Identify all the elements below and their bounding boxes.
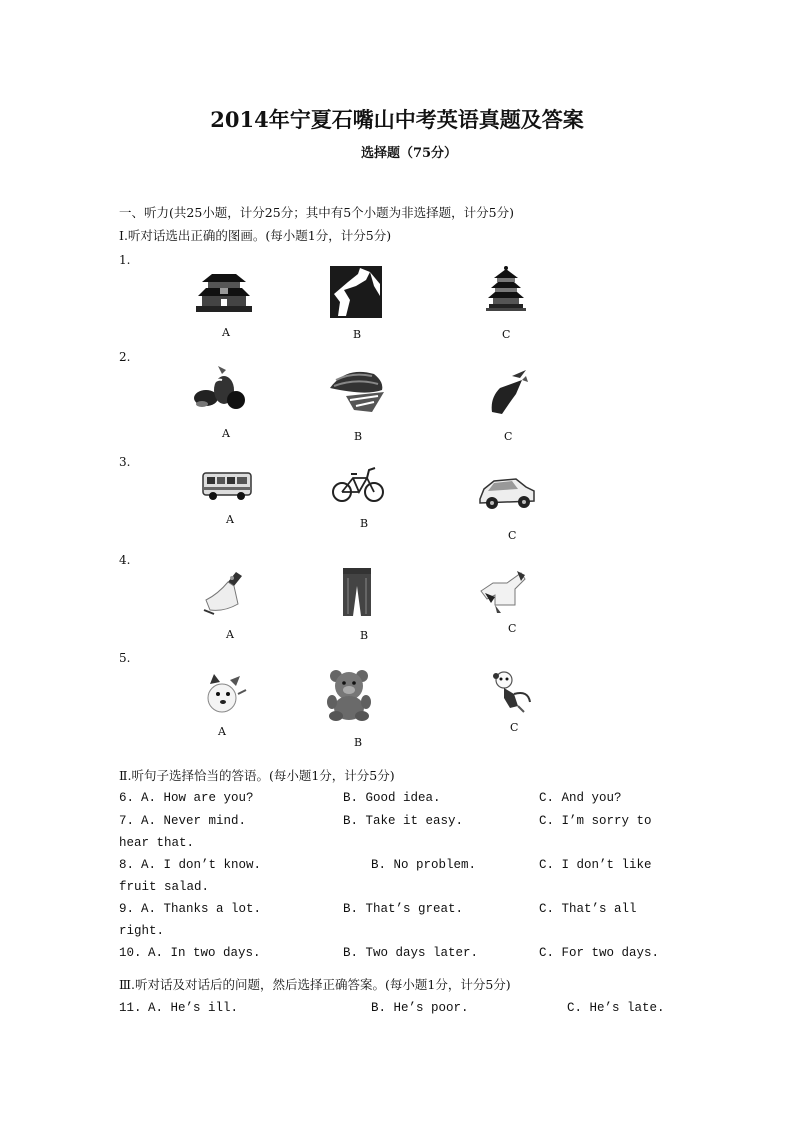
option-label: B <box>353 328 362 341</box>
question-number: 7. <box>119 814 135 828</box>
question-number: 11. <box>119 1001 142 1015</box>
page-subtitle: 选择题（75分） <box>360 146 458 161</box>
great-wall-icon[interactable] <box>330 266 382 318</box>
shirt-icon[interactable] <box>477 569 527 615</box>
option-b[interactable]: B. Take it easy. <box>343 814 464 828</box>
option-a[interactable]: A. He’s ill. <box>148 1001 239 1015</box>
option-label: C <box>502 328 511 341</box>
option-b[interactable]: B. He’s poor. <box>371 1001 469 1015</box>
question-number: 10. <box>119 946 142 960</box>
option-c[interactable]: C. He’s late. <box>567 1001 665 1015</box>
option-label: A <box>222 427 230 440</box>
car-icon[interactable] <box>478 473 536 513</box>
option-b[interactable]: B. No problem. <box>371 858 477 872</box>
part1-heading: Ⅰ.听对话选出正确的图画。(每小题1分，计分5分) <box>119 228 392 243</box>
option-label: B <box>354 736 363 749</box>
bicycle-icon[interactable] <box>331 464 385 506</box>
option-label: C <box>504 430 513 443</box>
option-b[interactable]: B. Two days later. <box>343 946 479 960</box>
question-number: 4. <box>119 553 131 567</box>
page-title: 2014年宁夏石嘴山中考英语真题及答案 <box>210 107 584 132</box>
part2-heading: Ⅱ.听句子选择恰当的答语。(每小题1分，计分5分) <box>119 768 395 783</box>
option-label: B <box>360 629 369 642</box>
option-c-continuation: fruit salad. <box>119 880 210 894</box>
trousers-icon[interactable] <box>341 566 373 618</box>
option-c[interactable]: C. I’m sorry to <box>539 814 652 828</box>
option-c[interactable]: C. And you? <box>539 791 622 805</box>
option-label: C <box>510 721 519 734</box>
part3-heading: Ⅲ.听对话及对话后的问题，然后选择正确答案。(每小题1分，计分5分) <box>119 977 511 992</box>
tiananmen-icon[interactable] <box>192 268 256 316</box>
option-a[interactable]: A. Thanks a lot. <box>141 902 262 916</box>
option-c-continuation: hear that. <box>119 836 195 850</box>
option-c[interactable]: C. That’s all <box>539 902 637 916</box>
question-number: 9. <box>119 902 135 916</box>
option-label: B <box>354 430 363 443</box>
skirt-icon[interactable] <box>198 570 246 618</box>
question-number: 3. <box>119 455 131 469</box>
question-number: 6. <box>119 791 135 805</box>
option-b[interactable]: B. That’s great. <box>343 902 464 916</box>
option-label: A <box>226 513 234 526</box>
option-c-continuation: right. <box>119 924 165 938</box>
dog-icon[interactable] <box>200 670 248 716</box>
question-number: 8. <box>119 858 135 872</box>
monkey-icon[interactable] <box>488 668 534 714</box>
option-label: B <box>360 517 369 530</box>
option-label: C <box>508 622 517 635</box>
chicken-leg-icon[interactable] <box>486 368 530 416</box>
question-number: 2. <box>119 350 131 364</box>
question-number: 5. <box>119 651 131 665</box>
option-c[interactable]: C. For two days. <box>539 946 660 960</box>
option-label: A <box>226 628 234 641</box>
option-a[interactable]: A. Never mind. <box>141 814 247 828</box>
option-a[interactable]: A. In two days. <box>148 946 261 960</box>
question-number: 1. <box>119 253 131 267</box>
option-a[interactable]: A. How are you? <box>141 791 254 805</box>
option-label: A <box>218 725 226 738</box>
teddy-bear-icon[interactable] <box>324 668 374 722</box>
fruit-icon[interactable] <box>192 366 248 412</box>
option-label: A <box>222 326 230 339</box>
bus-icon[interactable] <box>201 469 253 503</box>
option-a[interactable]: A. I don’t know. <box>141 858 262 872</box>
watermelon-icon[interactable] <box>326 366 388 414</box>
section-heading: 一、听力(共25小题，计分25分；其中有5个小题为非选择题，计分5分) <box>119 205 514 220</box>
temple-of-heaven-icon[interactable] <box>486 264 526 314</box>
option-label: C <box>508 529 517 542</box>
option-c[interactable]: C. I don’t like <box>539 858 652 872</box>
option-b[interactable]: B. Good idea. <box>343 791 441 805</box>
